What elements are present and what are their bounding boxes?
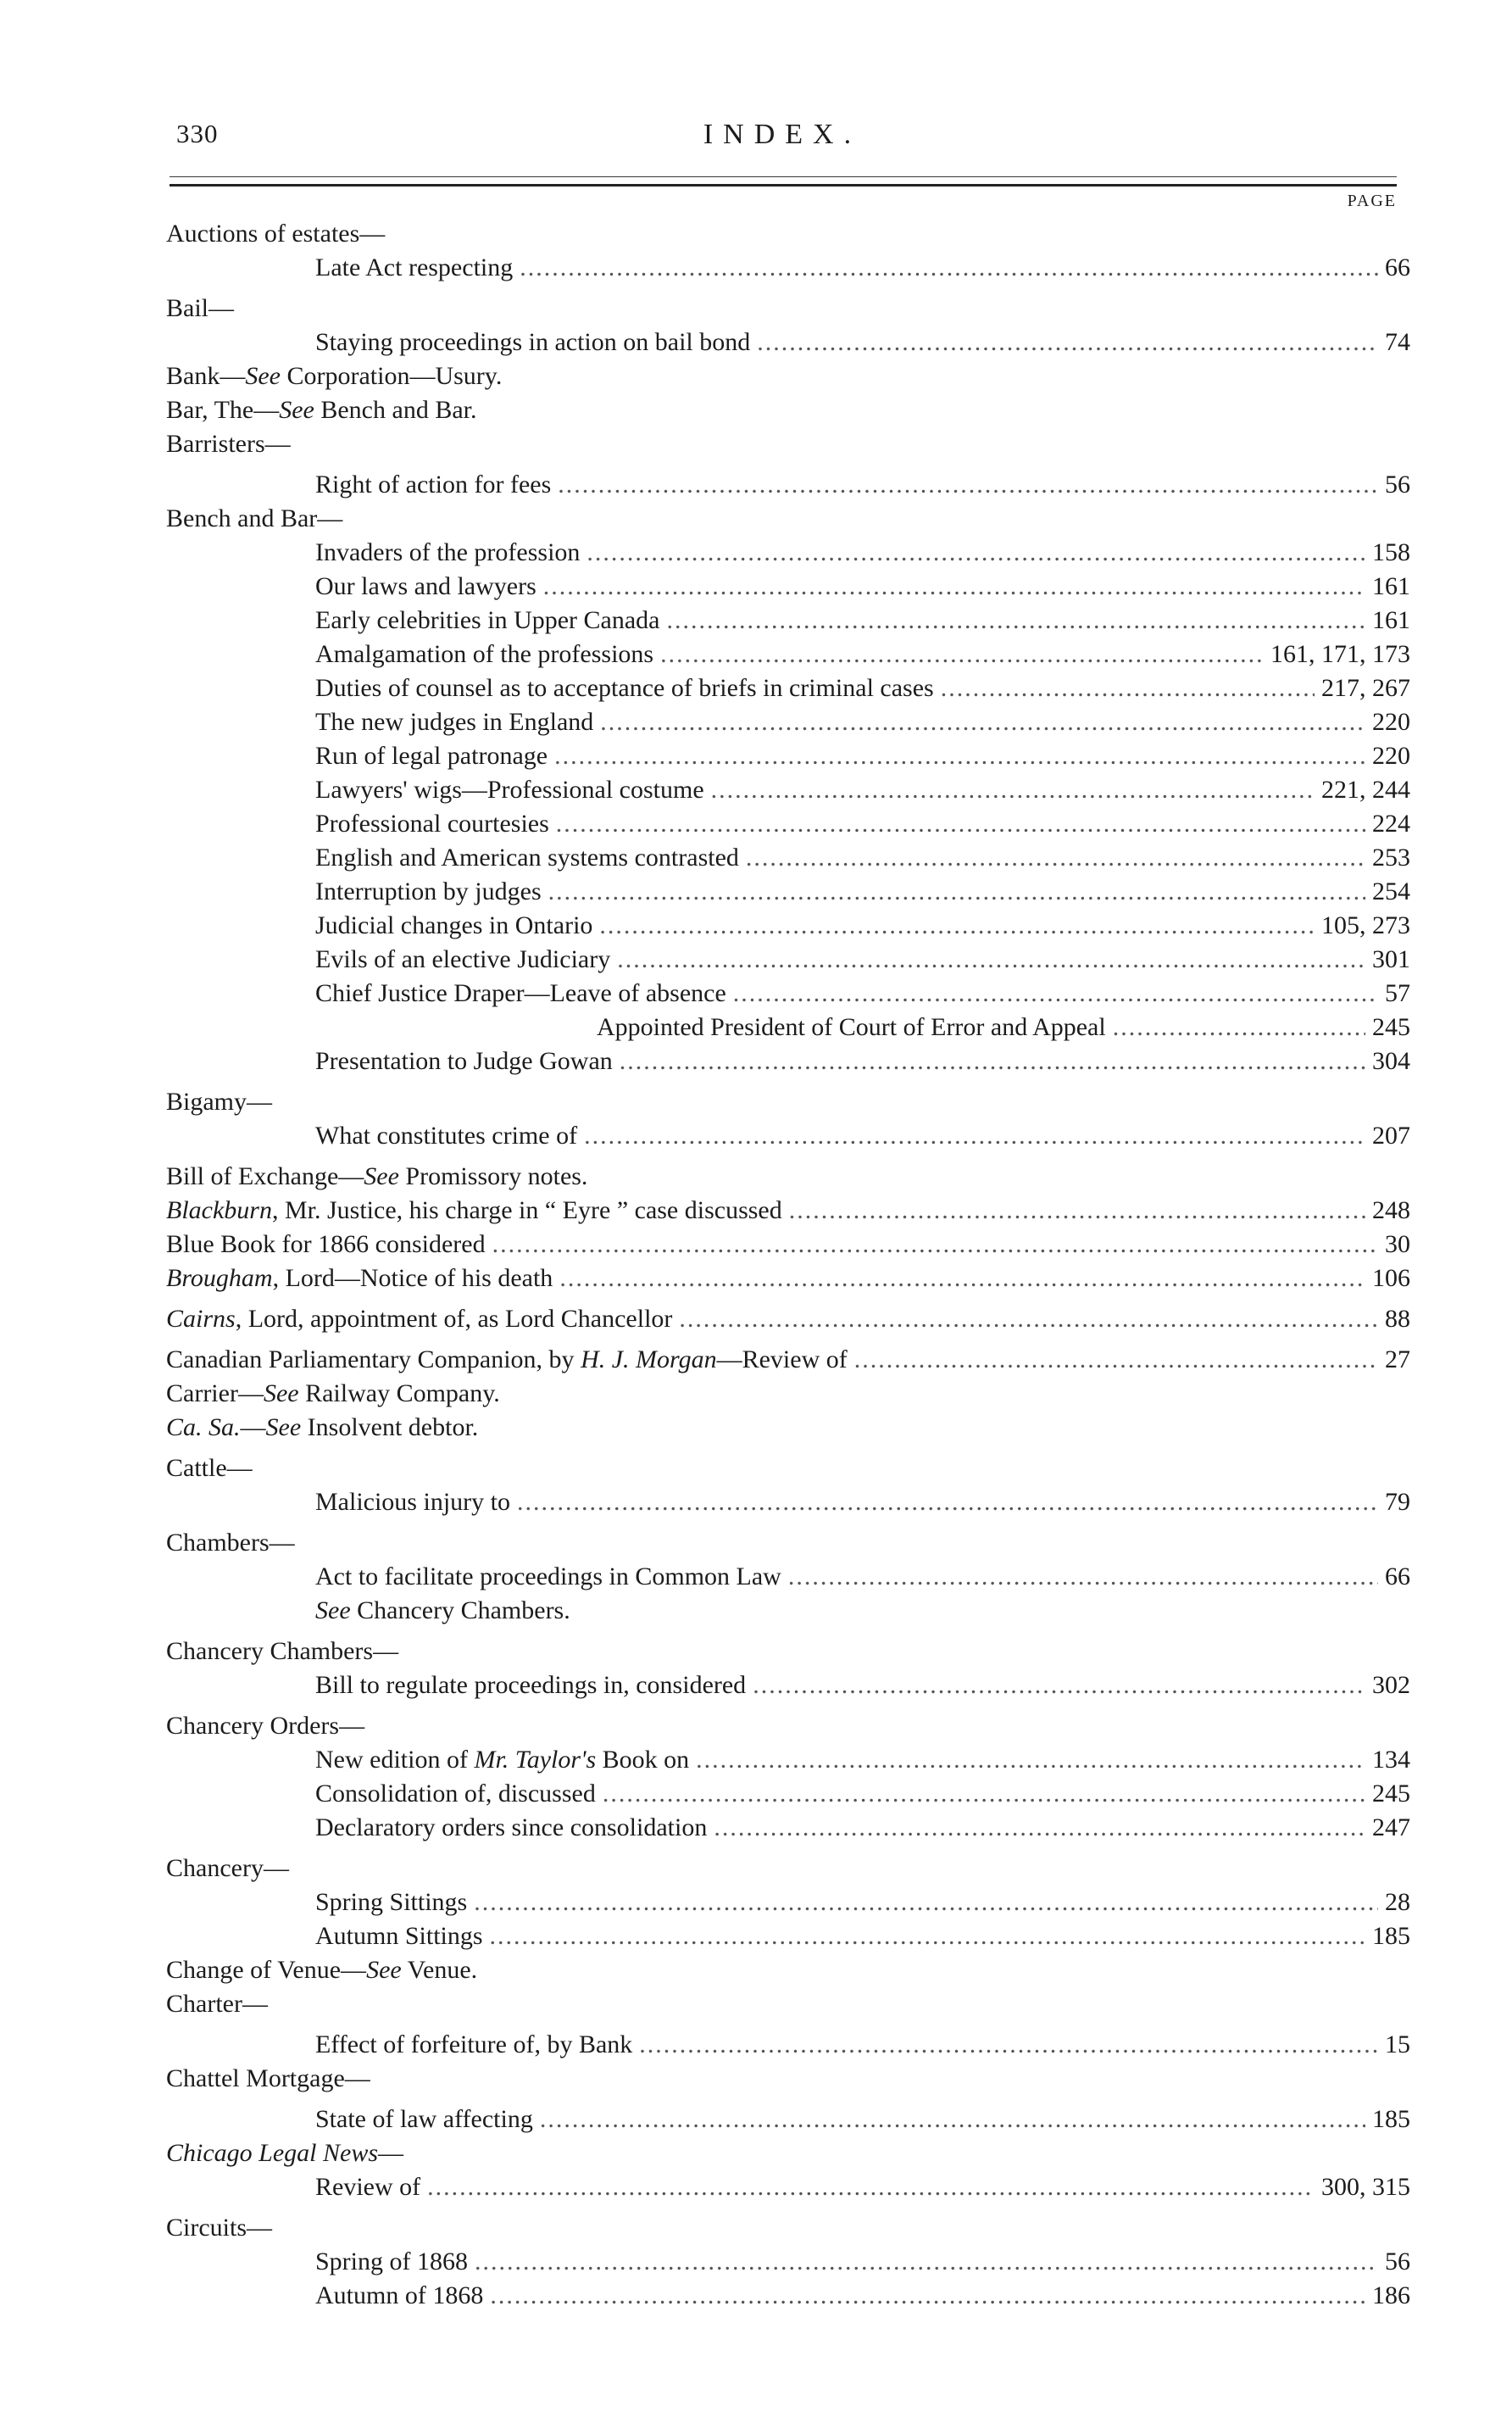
dot-leader bbox=[558, 468, 1378, 502]
entry-text bbox=[315, 1119, 577, 1153]
page-number: 330 bbox=[176, 119, 219, 148]
entry-label-tail: Venue. bbox=[401, 1956, 478, 1984]
entry-label: English and American systems contrasted bbox=[315, 844, 739, 872]
index-subentry bbox=[166, 638, 1410, 671]
dot-leader bbox=[854, 1343, 1378, 1377]
entry-label: Circuits— bbox=[166, 2214, 272, 2242]
index-subentry bbox=[166, 536, 1410, 570]
entry-text bbox=[315, 1885, 467, 1919]
page-reference: 79 bbox=[1385, 1488, 1410, 1516]
page-reference: 221, 244 bbox=[1321, 776, 1410, 804]
entry-label: Effect of forfeiture of, by Bank bbox=[315, 2030, 633, 2058]
entry-label: Change of Venue— bbox=[166, 1956, 367, 1984]
index-heading bbox=[166, 1451, 1410, 1485]
entry-label: Appointed President of Court of Error and Appeal bbox=[597, 1013, 1106, 1041]
entry-label: Chancery Orders— bbox=[166, 1712, 365, 1740]
entry-text bbox=[315, 739, 548, 773]
entry-label: Late Act respecting bbox=[315, 253, 514, 281]
entry-text bbox=[166, 2062, 370, 2096]
entry-label: Act to facilitate proceedings in Common Law bbox=[315, 1562, 781, 1590]
entry-label: Judicial changes in Ontario bbox=[315, 911, 593, 939]
entry-label: Right of action for fees bbox=[315, 471, 552, 499]
entry-text bbox=[166, 1377, 500, 1411]
entry-italic-lead: Chicago Legal News bbox=[166, 2139, 379, 2167]
index-heading bbox=[166, 1228, 1410, 1262]
index-heading bbox=[166, 359, 1410, 393]
entry-italic-lead: Blackburn bbox=[166, 1196, 272, 1224]
header-rule-thin bbox=[170, 176, 1397, 177]
index-subentry bbox=[166, 909, 1410, 943]
entry-italic: See bbox=[366, 1956, 402, 1984]
page-column-label: PAGE bbox=[1347, 192, 1397, 210]
page-reference: 185 bbox=[1372, 1922, 1410, 1950]
entry-text bbox=[315, 638, 653, 671]
page-reference: 217, 267 bbox=[1321, 674, 1410, 702]
page-reference: 161 bbox=[1372, 606, 1410, 634]
page-reference: 74 bbox=[1385, 328, 1410, 356]
entry-text bbox=[315, 1777, 596, 1811]
entry-text bbox=[315, 1743, 689, 1777]
entry-italic-lead: See bbox=[315, 1596, 351, 1624]
dot-leader bbox=[639, 2028, 1378, 2062]
index-subentry bbox=[166, 977, 1410, 1011]
index-heading bbox=[166, 1343, 1410, 1377]
entry-italic: Mr. Taylor's bbox=[474, 1746, 597, 1774]
dot-leader bbox=[696, 1743, 1365, 1777]
page-reference: 27 bbox=[1385, 1345, 1410, 1373]
dot-leader bbox=[584, 1119, 1365, 1153]
entry-text bbox=[166, 1262, 553, 1295]
entry-label: Amalgamation of the professions bbox=[315, 640, 654, 668]
entry-label-tail: Corporation—Usury. bbox=[280, 362, 503, 390]
entry-text bbox=[315, 1919, 483, 1953]
entry-label: Carrier— bbox=[166, 1379, 264, 1407]
index-heading bbox=[166, 1302, 1410, 1336]
page-reference: 302 bbox=[1372, 1671, 1410, 1699]
entry-text bbox=[166, 502, 342, 536]
index-heading bbox=[166, 217, 1410, 251]
dot-leader bbox=[667, 604, 1366, 638]
entry-text bbox=[166, 1526, 295, 1560]
index-heading bbox=[166, 1526, 1410, 1560]
entry-label: Bill of Exchange— bbox=[166, 1162, 364, 1190]
index-heading bbox=[166, 1987, 1410, 2021]
dot-leader bbox=[753, 1668, 1365, 1702]
entry-text bbox=[166, 1953, 477, 1987]
entry-text bbox=[315, 909, 592, 943]
entry-text bbox=[315, 536, 580, 570]
entry-italic: See bbox=[265, 1413, 302, 1441]
page-reference: 247 bbox=[1372, 1813, 1410, 1841]
dot-leader bbox=[543, 570, 1365, 604]
entry-label: Consolidation of, discussed bbox=[315, 1780, 596, 1808]
page-reference: 66 bbox=[1385, 253, 1410, 281]
entry-label: Autumn Sittings bbox=[315, 1922, 483, 1950]
entry-label: Presentation to Judge Gowan bbox=[315, 1047, 613, 1075]
entry-text bbox=[315, 326, 750, 359]
entry-label: State of law affecting bbox=[315, 2105, 533, 2133]
entry-label-tail: Promissory notes. bbox=[398, 1162, 588, 1190]
entry-label: Malicious injury to bbox=[315, 1488, 510, 1516]
page-reference: 28 bbox=[1385, 1888, 1410, 1916]
index-heading bbox=[166, 1953, 1410, 1987]
dot-leader bbox=[540, 2103, 1365, 2136]
entry-text bbox=[166, 2136, 403, 2170]
page-reference: 207 bbox=[1372, 1122, 1410, 1150]
index-subentry bbox=[166, 1485, 1410, 1519]
entry-label-tail: —Review of bbox=[716, 1345, 848, 1373]
dot-leader bbox=[660, 638, 1264, 671]
index-heading bbox=[166, 1852, 1410, 1885]
entry-text bbox=[166, 292, 234, 326]
entry-label: Chief Justice Draper—Leave of absence bbox=[315, 979, 726, 1007]
index-subentry bbox=[166, 841, 1410, 875]
entry-label: — bbox=[240, 1413, 266, 1441]
page-reference: 106 bbox=[1372, 1264, 1410, 1292]
entry-label: Duties of counsel as to acceptance of briefs in criminal cases bbox=[315, 674, 934, 702]
entry-italic: See bbox=[245, 362, 281, 390]
dot-leader bbox=[679, 1302, 1378, 1336]
entry-text bbox=[315, 705, 593, 739]
entry-text bbox=[166, 1411, 478, 1445]
page-reference: 248 bbox=[1372, 1196, 1410, 1224]
entry-text bbox=[315, 2170, 420, 2204]
entry-italic: See bbox=[263, 1379, 299, 1407]
entry-label: Our laws and lawyers bbox=[315, 572, 536, 600]
entry-label-tail: Bench and Bar. bbox=[314, 396, 477, 424]
entry-text bbox=[315, 1044, 613, 1078]
page-reference: 224 bbox=[1372, 810, 1410, 838]
index-subentry bbox=[166, 739, 1410, 773]
entry-text bbox=[315, 773, 704, 807]
page-header bbox=[176, 119, 1388, 156]
page-reference: 185 bbox=[1372, 2105, 1410, 2133]
index-entries bbox=[166, 217, 1410, 2313]
dot-leader bbox=[600, 705, 1365, 739]
entry-label: Declaratory orders since consolidation bbox=[315, 1813, 708, 1841]
entry-text bbox=[315, 604, 660, 638]
dot-leader bbox=[554, 739, 1365, 773]
page-reference: 304 bbox=[1372, 1047, 1410, 1075]
entry-text bbox=[166, 427, 291, 461]
dot-leader bbox=[599, 909, 1315, 943]
page-reference: 245 bbox=[1372, 1780, 1410, 1808]
entry-label: Canadian Parliamentary Companion, by bbox=[166, 1345, 581, 1373]
index-subentry bbox=[166, 671, 1410, 705]
index-subentry bbox=[166, 875, 1410, 909]
entry-label: Bail— bbox=[166, 294, 234, 322]
entry-text bbox=[597, 1011, 1106, 1044]
dot-leader bbox=[714, 1811, 1365, 1845]
dot-leader bbox=[733, 977, 1378, 1011]
entry-label: Chattel Mortgage— bbox=[166, 2064, 370, 2092]
index-heading bbox=[166, 292, 1410, 326]
entry-label-tail: Book on bbox=[596, 1746, 690, 1774]
page-reference: 186 bbox=[1372, 2281, 1410, 2309]
index-subentry bbox=[166, 1044, 1410, 1078]
index-subentry bbox=[166, 2245, 1410, 2279]
index-heading bbox=[166, 427, 1410, 461]
index-heading bbox=[166, 1635, 1410, 1668]
entry-text bbox=[315, 1811, 707, 1845]
index-heading bbox=[166, 1262, 1410, 1295]
dot-leader bbox=[617, 943, 1365, 977]
page-reference: 57 bbox=[1385, 979, 1410, 1007]
running-title: INDEX. bbox=[703, 119, 862, 150]
index-heading bbox=[166, 1085, 1410, 1119]
dot-leader bbox=[492, 1228, 1378, 1262]
dot-leader bbox=[711, 773, 1315, 807]
entry-label: New edition of bbox=[315, 1746, 475, 1774]
entry-italic-lead: Brougham bbox=[166, 1264, 273, 1292]
entry-label: Lawyers' wigs—Professional costume bbox=[315, 776, 704, 804]
index-heading bbox=[166, 2062, 1410, 2096]
entry-label: Early celebrities in Upper Canada bbox=[315, 606, 660, 634]
entry-italic: See bbox=[279, 396, 314, 424]
dot-leader bbox=[556, 807, 1365, 841]
entry-text bbox=[315, 2028, 632, 2062]
index-heading bbox=[166, 1194, 1410, 1228]
dot-leader bbox=[427, 2170, 1315, 2204]
entry-text bbox=[315, 2279, 483, 2313]
entry-label: — bbox=[378, 2139, 404, 2167]
entry-text bbox=[166, 1852, 289, 1885]
dot-leader bbox=[788, 1560, 1378, 1594]
dot-leader bbox=[548, 875, 1365, 909]
dot-leader bbox=[603, 1777, 1365, 1811]
entry-text bbox=[315, 2103, 533, 2136]
dot-leader bbox=[620, 1044, 1365, 1078]
dot-leader bbox=[941, 671, 1315, 705]
dot-leader bbox=[520, 251, 1378, 285]
index-heading bbox=[166, 2136, 1410, 2170]
dot-leader bbox=[517, 1485, 1378, 1519]
index-subentry bbox=[166, 2279, 1410, 2313]
entry-text bbox=[166, 2211, 272, 2245]
index-subentry bbox=[166, 1811, 1410, 1845]
entry-label: Interruption by judges bbox=[315, 877, 542, 905]
dot-leader bbox=[474, 1885, 1378, 1919]
dot-leader bbox=[746, 841, 1365, 875]
page-reference: 30 bbox=[1385, 1230, 1410, 1258]
entry-text bbox=[315, 251, 513, 285]
index-heading bbox=[166, 1709, 1410, 1743]
entry-label: Blue Book for 1866 considered bbox=[166, 1230, 486, 1258]
entry-text bbox=[166, 359, 502, 393]
entry-label: The new judges in England bbox=[315, 708, 594, 736]
index-heading bbox=[166, 1160, 1410, 1194]
entry-italic-lead: Cairns bbox=[166, 1305, 236, 1333]
page-reference: 158 bbox=[1372, 538, 1410, 566]
index-subentry bbox=[166, 326, 1410, 359]
index-subentry bbox=[166, 943, 1410, 977]
index-heading bbox=[166, 2211, 1410, 2245]
index-heading bbox=[166, 1377, 1410, 1411]
page-reference: 134 bbox=[1372, 1746, 1410, 1774]
index-subentry bbox=[166, 1743, 1410, 1777]
entry-text bbox=[315, 570, 536, 604]
index-subentry bbox=[166, 773, 1410, 807]
entry-label: Professional courtesies bbox=[315, 810, 549, 838]
entry-text bbox=[315, 807, 549, 841]
page-reference: 220 bbox=[1372, 742, 1410, 770]
entry-label: Chancery Chambers— bbox=[166, 1637, 399, 1665]
index-subentry bbox=[166, 468, 1410, 502]
entry-text bbox=[166, 1194, 782, 1228]
entry-text bbox=[315, 671, 934, 705]
entry-text bbox=[315, 2245, 468, 2279]
index-subentry bbox=[166, 1011, 1410, 1044]
index-subentry bbox=[166, 1885, 1410, 1919]
entry-italic: H. J. Morgan bbox=[581, 1345, 717, 1373]
index-heading bbox=[166, 1411, 1410, 1445]
index-subentry bbox=[166, 1560, 1410, 1594]
entry-label: Review of bbox=[315, 2173, 421, 2201]
entry-text bbox=[315, 1560, 781, 1594]
entry-text bbox=[166, 1160, 587, 1194]
entry-label: Bigamy— bbox=[166, 1088, 272, 1116]
entry-label: , Mr. Justice, his charge in “ Eyre ” case discussed bbox=[271, 1196, 782, 1224]
index-subentry bbox=[166, 807, 1410, 841]
entry-label: , Lord—Notice of his death bbox=[272, 1264, 553, 1292]
page-reference: 301 bbox=[1372, 945, 1410, 973]
page-reference: 66 bbox=[1385, 1562, 1410, 1590]
entry-label: Barristers— bbox=[166, 430, 291, 458]
entry-label: Chambers— bbox=[166, 1529, 295, 1557]
entry-text bbox=[315, 841, 739, 875]
entry-label: Cattle— bbox=[166, 1454, 253, 1482]
page-reference: 161 bbox=[1372, 572, 1410, 600]
entry-label-tail: Insolvent debtor. bbox=[301, 1413, 479, 1441]
page-reference: 300, 315 bbox=[1321, 2173, 1410, 2201]
entry-text bbox=[166, 1343, 848, 1377]
dot-leader bbox=[475, 2245, 1378, 2279]
entry-text bbox=[315, 1594, 570, 1628]
entry-label: Chancery— bbox=[166, 1854, 289, 1882]
entry-text bbox=[315, 875, 542, 909]
entry-text bbox=[315, 943, 610, 977]
dot-leader bbox=[586, 536, 1365, 570]
entry-label: Spring Sittings bbox=[315, 1888, 468, 1916]
entry-label: Spring of 1868 bbox=[315, 2248, 468, 2275]
entry-label: , Lord, appointment of, as Lord Chancellor bbox=[235, 1305, 673, 1333]
page-reference: 245 bbox=[1372, 1013, 1410, 1041]
entry-label: Chancery Chambers. bbox=[350, 1596, 570, 1624]
dot-leader bbox=[490, 2279, 1365, 2313]
entry-text bbox=[166, 1085, 272, 1119]
entry-text bbox=[166, 1987, 268, 2021]
page-reference: 161, 171, 173 bbox=[1270, 640, 1410, 668]
entry-label: Bench and Bar— bbox=[166, 504, 343, 532]
page-reference: 220 bbox=[1372, 708, 1410, 736]
entry-text bbox=[166, 1228, 486, 1262]
index-subentry bbox=[166, 570, 1410, 604]
index-subentry bbox=[166, 251, 1410, 285]
index-subentry bbox=[166, 1594, 1410, 1628]
entry-text bbox=[166, 217, 385, 251]
index-subentry bbox=[166, 604, 1410, 638]
entry-label: Invaders of the profession bbox=[315, 538, 581, 566]
index-subentry bbox=[166, 2103, 1410, 2136]
page-reference: 253 bbox=[1372, 844, 1410, 872]
entry-label: Bar, The— bbox=[166, 396, 280, 424]
entry-label: What constitutes crime of bbox=[315, 1122, 578, 1150]
index-heading bbox=[166, 502, 1410, 536]
entry-label: Autumn of 1868 bbox=[315, 2281, 484, 2309]
entry-label-tail: Railway Company. bbox=[298, 1379, 500, 1407]
entry-text bbox=[315, 1668, 746, 1702]
entry-text bbox=[166, 393, 476, 427]
index-subentry bbox=[166, 1119, 1410, 1153]
page-reference: 56 bbox=[1385, 2248, 1410, 2275]
entry-label: Run of legal patronage bbox=[315, 742, 548, 770]
entry-label: Charter— bbox=[166, 1990, 268, 2018]
index-subentry bbox=[166, 1919, 1410, 1953]
entry-label: Bank— bbox=[166, 362, 246, 390]
page-reference: 105, 273 bbox=[1321, 911, 1410, 939]
page-reference: 254 bbox=[1372, 877, 1410, 905]
index-subentry bbox=[166, 2170, 1410, 2204]
entry-italic: See bbox=[364, 1162, 399, 1190]
entry-text bbox=[315, 1485, 510, 1519]
index-subentry bbox=[166, 1668, 1410, 1702]
header-rule-thick bbox=[170, 184, 1397, 187]
entry-label: Bill to regulate proceedings in, considered bbox=[315, 1671, 747, 1699]
dot-leader bbox=[559, 1262, 1365, 1295]
index-heading bbox=[166, 393, 1410, 427]
page-reference: 15 bbox=[1385, 2030, 1410, 2058]
dot-leader bbox=[757, 326, 1378, 359]
page-reference: 88 bbox=[1385, 1305, 1410, 1333]
dot-leader bbox=[789, 1194, 1365, 1228]
entry-italic-lead: Ca. Sa. bbox=[166, 1413, 241, 1441]
entry-text bbox=[166, 1709, 364, 1743]
entry-text bbox=[315, 977, 726, 1011]
entry-text bbox=[166, 1451, 253, 1485]
entry-text bbox=[315, 468, 551, 502]
entry-label: Auctions of estates— bbox=[166, 220, 386, 248]
entry-text bbox=[166, 1302, 672, 1336]
dot-leader bbox=[490, 1919, 1365, 1953]
index-subentry bbox=[166, 2028, 1410, 2062]
dot-leader bbox=[1113, 1011, 1365, 1044]
entry-label: Staying proceedings in action on bail bond bbox=[315, 328, 751, 356]
index-subentry bbox=[166, 705, 1410, 739]
entry-label: Evils of an elective Judiciary bbox=[315, 945, 611, 973]
page-reference: 56 bbox=[1385, 471, 1410, 499]
index-subentry bbox=[166, 1777, 1410, 1811]
entry-text bbox=[166, 1635, 398, 1668]
